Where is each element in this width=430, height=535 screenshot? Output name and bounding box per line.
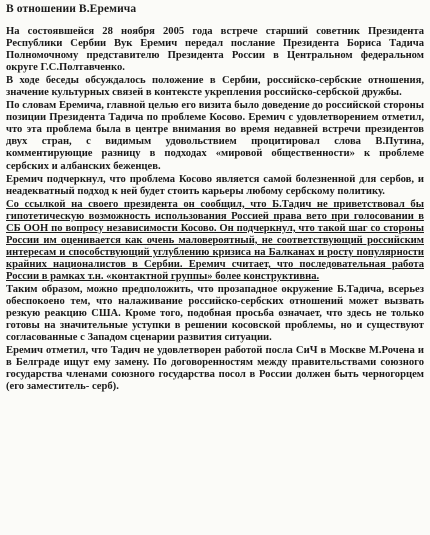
paragraph-ambassador: Еремич отметил, что Тадич не удовлетворен работой посла СиЧ в Москве М.Рочена и в Белграде ищут ему замену. По договоренностям между правительствами союзного государства членами союзного государства посол в России должен быть черногорцем (его заместитель- серб). bbox=[6, 345, 424, 393]
paragraph-visit-goal: По словам Еремича, главной целью его визита было доведение до российской стороны позиции Президента Тадича по проблеме Косово. Еремич с удовлетворением отметил, что эта проблема была в центре внимания во время недавней встречи президентов двух стран, с видимым удовольствием процитировал слова В.Путина, комментирующие разницу в подходах «мировой общественности» к проблеме сербских и албанских беженцев. bbox=[6, 100, 424, 172]
document-heading: В отношении В.Еремича bbox=[6, 3, 137, 15]
paragraph-kosovo-pain: Еремич подчеркнул, что проблема Косово является самой болезненной для сербов, и неадекватный подход к ней будет стоить карьеры любому сербскому политику. bbox=[6, 173, 424, 197]
paragraph-veto-position: Со ссылкой на своего президента он сообщил, что Б.Тадич не приветствовал бы гипотетическую возможность использования Россией права вето при голосовании в СБ ООН по вопросу независимости Косово. Он подчеркнул, что такой шаг со стороны России им оценивается как очень маловероятный, не соответствующий российским интересам и способствующий углублению кризиса на Балканах и росту популярности крайних националистов в Сербии. Еремич считает, что последовательная работа России в рамках т.н. «контактной группы» более конструктивна. bbox=[6, 198, 424, 282]
paragraph-meeting: На состоявшейся 28 ноября 2005 года встрече старший советник Президента Республики Сербии Вук Еремич передал послание Президента Бориса Тадича Полномочному представителю Президента России в Центральном федеральном округе Г.С.Полтавченко. bbox=[6, 26, 424, 74]
paragraph-discussion: В ходе беседы обсуждалось положение в Сербии, российско-сербские отношения, значение культурных связей в контексте укрепления российско-сербской дружбы. bbox=[6, 75, 424, 99]
paragraph-conclusion: Таким образом, можно предположить, что прозападное окружение Б.Тадича, всерьез обеспокоено тем, что налаживание российско-сербских отношений может вызвать резкую реакцию США. Кроме того, подобная просьба означает, что здесь не только готовы на значительные уступки в решении косовской проблемы, но и существуют согласованные с Западом сценарии развития ситуации. bbox=[6, 283, 424, 344]
